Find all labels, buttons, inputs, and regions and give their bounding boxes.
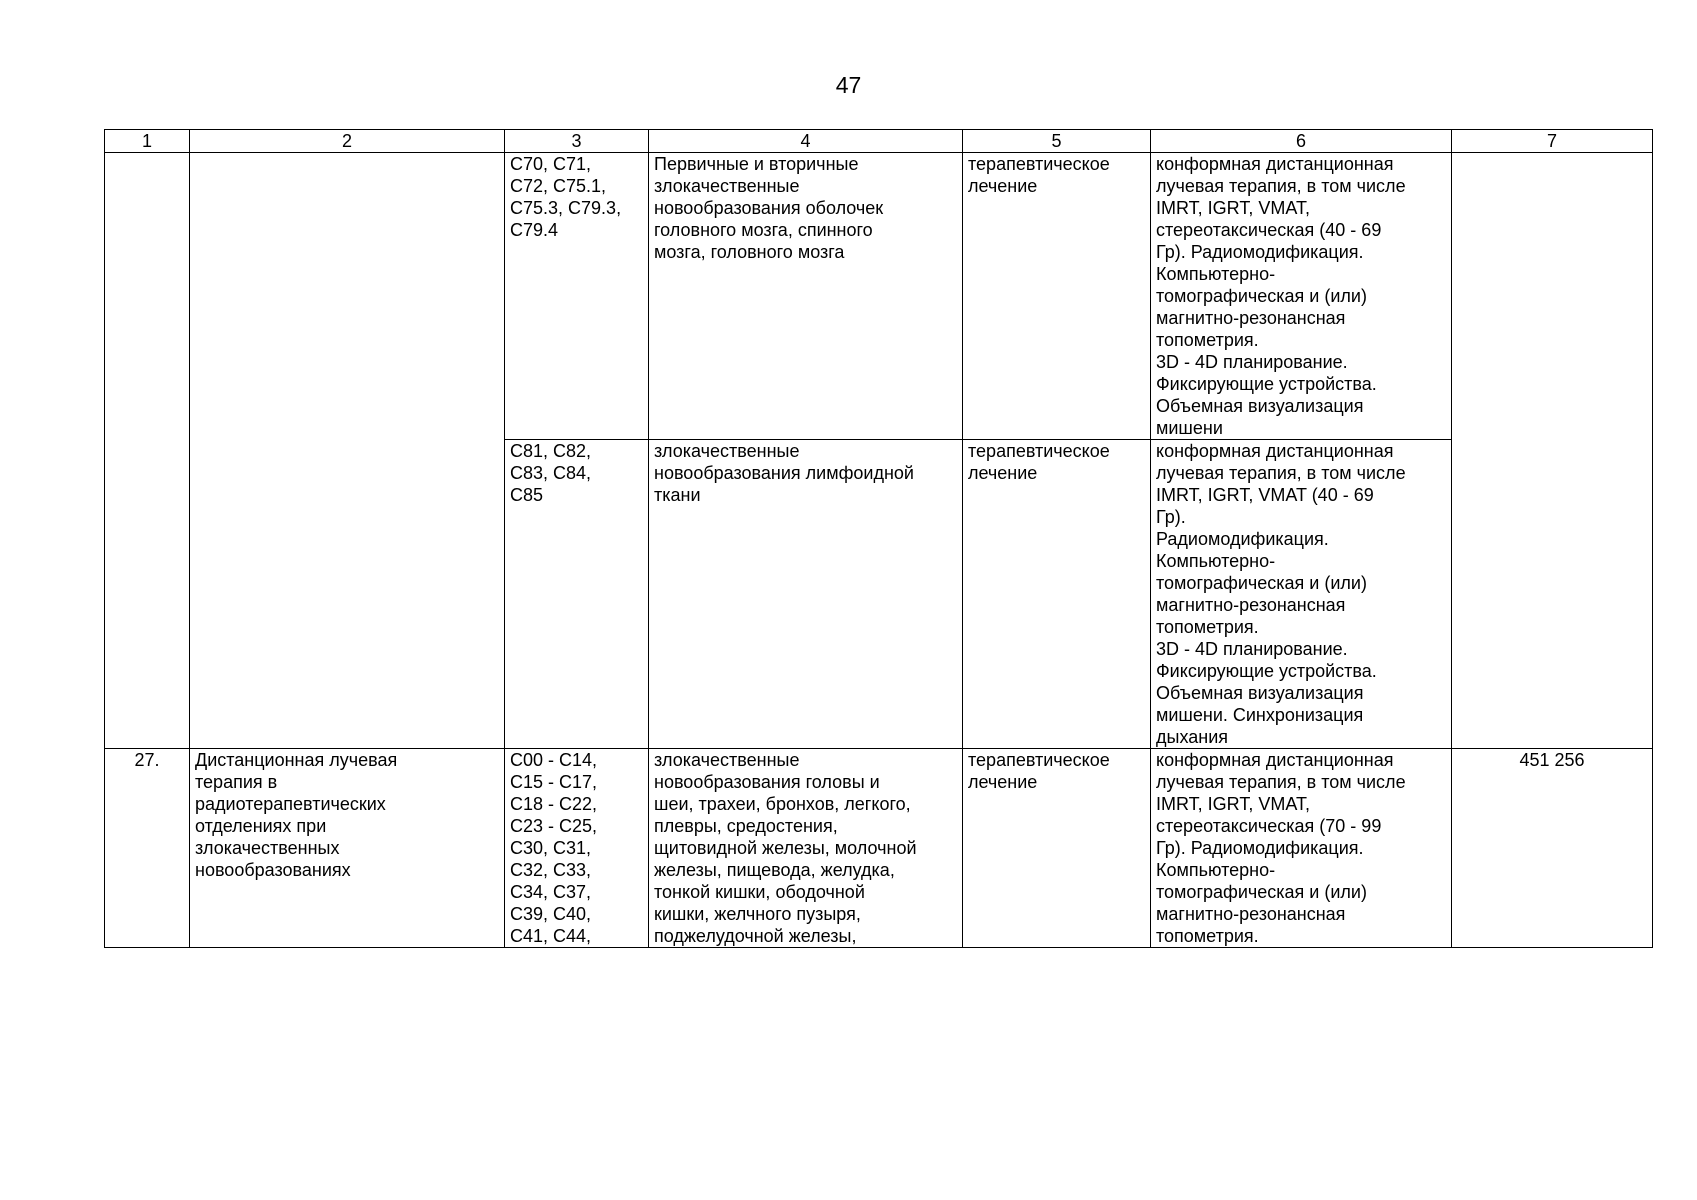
services-table bbox=[104, 129, 1653, 948]
icd-codes-cell bbox=[505, 440, 649, 749]
icd-codes: C00 - C14, C15 - C17, C18 - C22, C23 - C25, C30, C31, C32, C33, C34, C37, C39, C40, C41, C44, bbox=[510, 750, 598, 946]
patient-model: злокачественные новообразования лимфоидной ткани bbox=[654, 441, 914, 505]
table-row bbox=[105, 749, 1653, 948]
header-col-5: 5 bbox=[963, 130, 1151, 153]
group-name-cell bbox=[190, 153, 505, 749]
patient-model-cell bbox=[649, 749, 963, 948]
table-header bbox=[105, 130, 1653, 153]
patient-model-cell bbox=[649, 440, 963, 749]
icd-codes-cell bbox=[505, 153, 649, 440]
patient-model: Первичные и вторичные злокачественные новообразования оболочек головного мозга, спинного мозга, головного мозга bbox=[654, 154, 884, 262]
row-number-cell bbox=[105, 749, 190, 948]
header-col-6: 6 bbox=[1151, 130, 1452, 153]
row-number-cell bbox=[105, 153, 190, 749]
treatment-type-cell bbox=[963, 440, 1151, 749]
treatment-method-cell bbox=[1151, 153, 1452, 440]
header-col-7: 7 bbox=[1452, 130, 1653, 153]
header-col-1: 1 bbox=[105, 130, 190, 153]
price: 451 256 bbox=[1519, 750, 1585, 770]
table-row bbox=[105, 153, 1653, 440]
header-col-3: 3 bbox=[505, 130, 649, 153]
treatment-method: конформная дистанционная лучевая терапия, в том числе IMRT, IGRT, VMAT (40 - 69 Гр). Радиомодификация. Компьютерно- томографическая и (или) магнитно-резонансная топометрия. 3D - 4D планирование. Фиксирующие устройства. Объемная визуализация мишени. Синхронизация дыхания bbox=[1156, 441, 1406, 747]
price-cell bbox=[1452, 749, 1653, 948]
treatment-type-cell bbox=[963, 749, 1151, 948]
treatment-method-cell bbox=[1151, 440, 1452, 749]
header-row bbox=[105, 130, 1653, 153]
treatment-method: конформная дистанционная лучевая терапия, в том числе IMRT, IGRT, VMAT, стереотаксическая (70 - 99 Гр). Радиомодификация. Компьютерно- томографическая и (или) магнитно-резонансная топометрия. bbox=[1156, 750, 1406, 946]
header-col-4: 4 bbox=[649, 130, 963, 153]
header-col-2: 2 bbox=[190, 130, 505, 153]
treatment-type: терапевтическое лечение bbox=[968, 154, 1110, 196]
treatment-type-cell bbox=[963, 153, 1151, 440]
patient-model-cell bbox=[649, 153, 963, 440]
treatment-type: терапевтическое лечение bbox=[968, 750, 1110, 792]
treatment-method: конформная дистанционная лучевая терапия, в том числе IMRT, IGRT, VMAT, стереотаксическая (40 - 69 Гр). Радиомодификация. Компьютерно- томографическая и (или) магнитно-резонансная топометрия. 3D - 4D планирование. Фиксирующие устройства. Объемная визуализация мишени bbox=[1156, 154, 1406, 438]
group-name: Дистанционная лучевая терапия в радиотерапевтических отделениях при злокачественных новообразованиях bbox=[195, 750, 398, 880]
patient-model: злокачественные новообразования головы и шеи, трахеи, бронхов, легкого, плевры, средостения, щитовидной железы, молочной железы, пищевода, желудка, тонкой кишки, ободочной кишки, желчного пузыря, поджелудочной железы, bbox=[654, 750, 917, 946]
treatment-type: терапевтическое лечение bbox=[968, 441, 1110, 483]
icd-codes: C81, C82, C83, C84, C85 bbox=[510, 441, 592, 505]
price-cell bbox=[1452, 153, 1653, 749]
row-number: 27. bbox=[134, 750, 160, 770]
icd-codes: C70, C71, C72, C75.1, C75.3, C79.3, C79.4 bbox=[510, 154, 622, 240]
icd-codes-cell bbox=[505, 749, 649, 948]
group-name-cell bbox=[190, 749, 505, 948]
page-number: 47 bbox=[835, 72, 862, 98]
treatment-method-cell bbox=[1151, 749, 1452, 948]
